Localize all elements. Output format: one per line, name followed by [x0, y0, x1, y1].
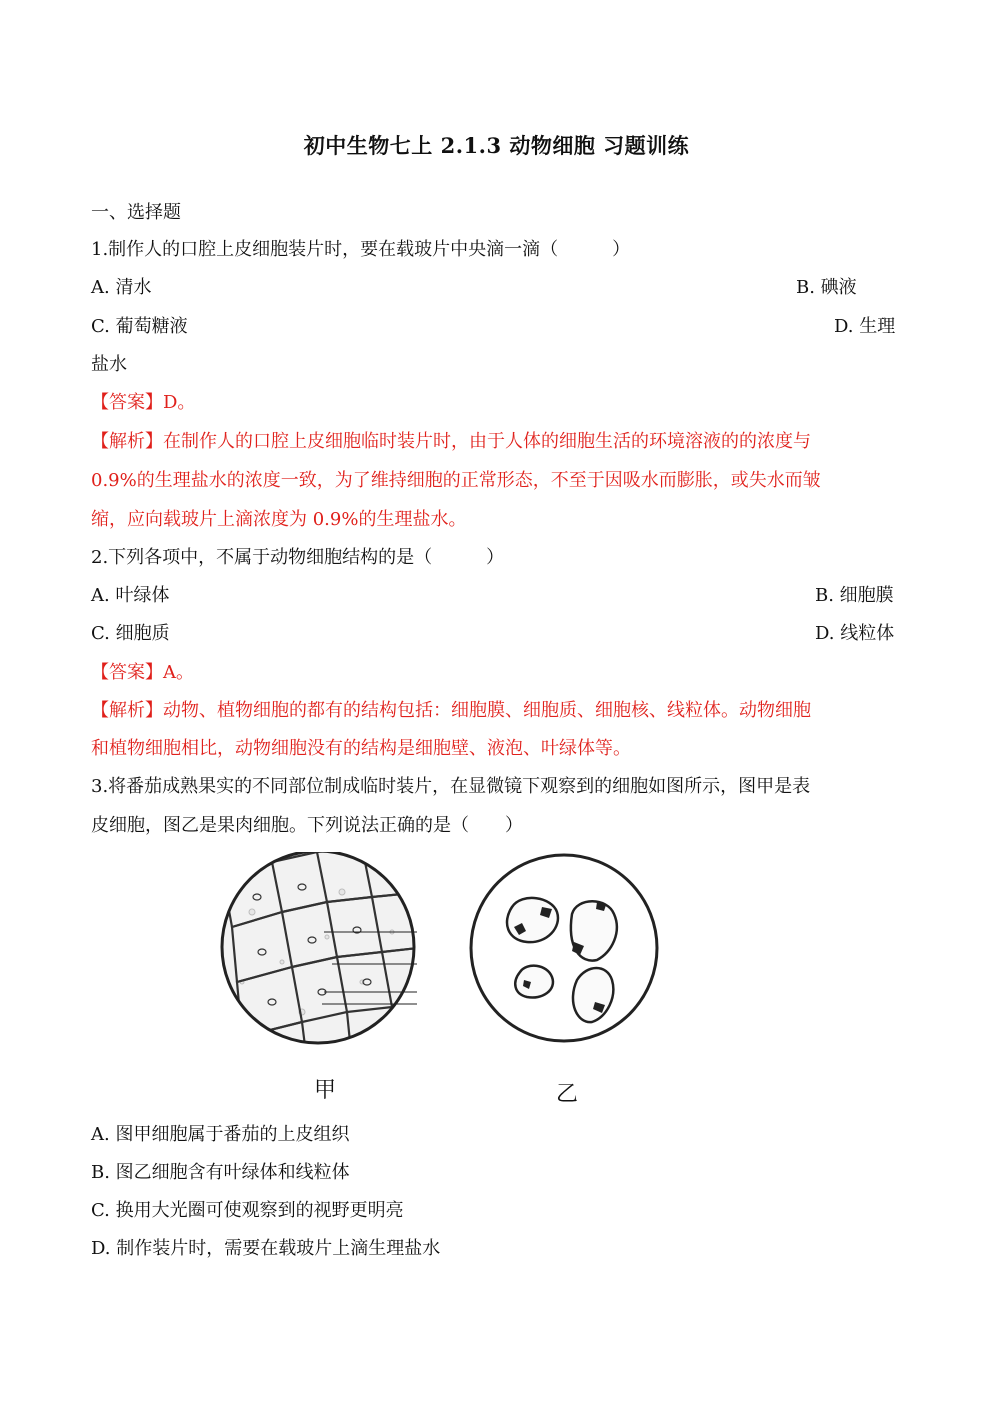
q3-option-d: D. 制作装片时，需要在载玻片上滴生理盐水 [91, 1238, 441, 1259]
q1-analysis-line2: 0.9%的生理盐水的浓度一致，为了维持细胞的正常形态，不至于因吸水而膨胀，或失水而皱 [91, 470, 821, 491]
q2-option-d: D. 线粒体 [815, 623, 895, 644]
q3-option-b: B. 图乙细胞含有叶绿体和线粒体 [91, 1162, 350, 1183]
section-heading: 一、选择题 [91, 202, 181, 223]
q2-option-b: B. 细胞膜 [815, 585, 894, 606]
figure-label-b: 乙 [556, 1082, 579, 1107]
q2-answer: 【答案】A。 [91, 662, 194, 683]
q1-option-d: D. 生理 [834, 316, 896, 337]
q1-analysis-line1: 【解析】在制作人的口腔上皮细胞临时装片时，由于人体的细胞生活的环境溶液的的浓度与 [91, 431, 811, 452]
microscope-figure [212, 852, 672, 1112]
q1-option-a: A. 清水 [91, 277, 152, 298]
q1-option-c: C. 葡萄糖液 [91, 316, 188, 337]
q3-stem-line1: 3.将番茄成熟果实的不同部位制成临时装片，在显微镜下观察到的细胞如图所示，图甲是表 [91, 776, 811, 797]
q2-analysis-line2: 和植物细胞相比，动物细胞没有的结构是细胞壁、液泡、叶绿体等。 [91, 738, 631, 759]
q1-analysis-line3: 缩，应向载玻片上滴浓度为 0.9%的生理盐水。 [91, 509, 467, 530]
q2-option-c: C. 细胞质 [91, 623, 170, 644]
q2-option-a: A. 叶绿体 [91, 585, 170, 606]
q1-stem: 1.制作人的口腔上皮细胞装片时，要在载玻片中央滴一滴（ ） [91, 239, 631, 260]
document-title: 初中生物七上 2.1.3 动物细胞 习题训练 [303, 133, 690, 158]
q3-option-c: C. 换用大光圈可使观察到的视野更明亮 [91, 1200, 404, 1221]
q3-stem-line2: 皮细胞，图乙是果肉细胞。下列说法正确的是（ ） [91, 815, 523, 836]
q3-option-a: A. 图甲细胞属于番茄的上皮组织 [91, 1124, 350, 1145]
figure-label-a: 甲 [314, 1078, 337, 1103]
q2-analysis-line1: 【解析】动物、植物细胞的都有的结构包括：细胞膜、细胞质、细胞核、线粒体。动物细胞 [91, 700, 811, 721]
q1-option-d-continued: 盐水 [91, 354, 127, 375]
q1-option-b: B. 碘液 [796, 277, 857, 298]
q1-answer: 【答案】D。 [91, 392, 196, 413]
q2-stem: 2.下列各项中，不属于动物细胞结构的是（ ） [91, 547, 505, 568]
pulp-cells-view [471, 855, 657, 1041]
microscope-views-illustration [212, 852, 672, 1112]
